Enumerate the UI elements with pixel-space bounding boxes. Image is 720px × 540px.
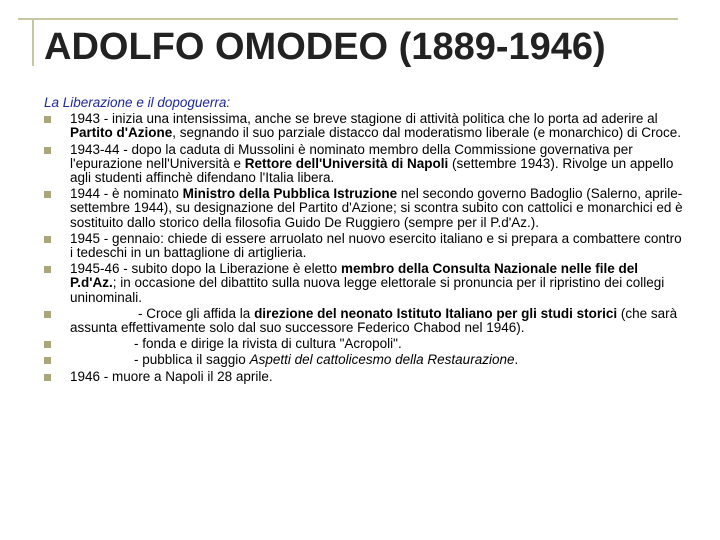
slide-title: ADOLFO OMODEO (1889-1946) xyxy=(44,26,606,68)
list-item: - Croce gli affida la direzione del neonato Istituto Italiano per gli studi storici (che sarà assunta effettivamente solo dal suo successore Federico Chabod nel 1946). xyxy=(44,307,684,335)
square-bullet-icon xyxy=(44,357,51,364)
section-subtitle: La Liberazione e il dopoguerra: xyxy=(44,95,231,110)
list-item: 1945 - gennaio: chiede di essere arruolato nel nuovo esercito italiano e si prepara a combattere contro i tedeschi in un battaglione di artiglieria. xyxy=(44,232,684,260)
square-bullet-icon xyxy=(44,374,51,381)
slide-content xyxy=(44,96,684,386)
list-item: 1945-46 - subito dopo la Liberazione è eletto membro della Consulta Nazionale nelle file del P.d'Az.; in occasione del dibattito sulla nuova legge elettorale si pronuncia per il ripristino dei collegi uninominali. xyxy=(44,262,684,305)
list-item: 1944 - è nominato Ministro della Pubblica Istruzione nel secondo governo Badoglio (Salerno, aprile-settembre 1944), su designazione del Partito d'Azione; si scontra subito con cattolici e monarchici ed è sostituito dallo storico della filosofia Guido De Ruggiero (sempre per il P.d'Az.). xyxy=(44,187,684,230)
list-item: - pubblica il saggio Aspetti del cattolicesmo della Restaurazione. xyxy=(44,353,684,367)
list-item: 1943-44 - dopo la caduta di Mussolini è nominato membro della Commissione governativa per l'epurazione nell'Università e Rettore dell'Università di Napoli (settembre 1943). Rivolge un appello agli studenti affinchè difendano l'Italia libera. xyxy=(44,143,684,186)
square-bullet-icon xyxy=(44,116,51,123)
list-item: 1943 - inizia una intensissima, anche se breve stagione di attività politica che lo porta ad aderire al Partito d'Azione, segnando il suo parziale distacco dal moderatismo liberale (e monarchico) di Croce. xyxy=(44,112,684,140)
square-bullet-icon xyxy=(44,236,51,243)
bullet-list xyxy=(44,112,684,384)
list-item: - fonda e dirige la rivista di cultura "Acropoli". xyxy=(44,337,684,351)
square-bullet-icon xyxy=(44,191,51,198)
square-bullet-icon xyxy=(44,147,51,154)
list-item: 1946 - muore a Napoli il 28 aprile. xyxy=(44,370,684,384)
square-bullet-icon xyxy=(44,311,51,318)
square-bullet-icon xyxy=(44,341,51,348)
square-bullet-icon xyxy=(44,266,51,273)
title-frame-vertical-rule xyxy=(32,18,34,66)
title-frame-horizontal-rule xyxy=(18,18,678,20)
